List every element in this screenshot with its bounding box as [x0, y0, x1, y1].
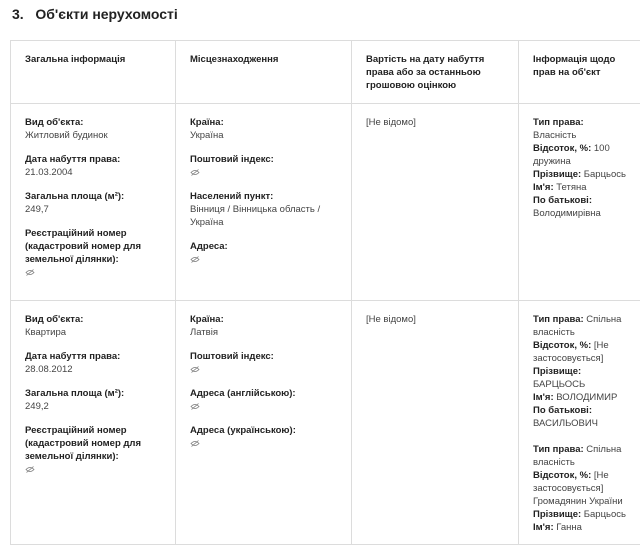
city: Вінниця / Вінницька область / Україна	[190, 203, 337, 229]
section-title-text: Об'єкти нерухомості	[35, 6, 177, 22]
surname: Барцьось	[584, 169, 626, 180]
right-share: [Не застосовується]	[533, 470, 609, 494]
acquisition-date: 28.08.2012	[25, 363, 161, 376]
real-estate-table	[10, 40, 640, 545]
country: Україна	[190, 129, 337, 142]
rights-cell	[519, 301, 640, 545]
surname: Барцьось	[584, 509, 626, 520]
cost-cell	[352, 104, 519, 301]
right-type: Власність	[533, 130, 576, 141]
first-name: Тетяна	[556, 182, 586, 193]
eye-off-icon	[190, 403, 200, 410]
rights-cell: Тип права: Власність Відсоток, %: 100 дружина Прізвище: Барцьось Ім'я: Тетяна По батькові: Володимирівна	[519, 104, 640, 301]
table-header-row	[11, 41, 640, 104]
eye-off-icon	[190, 440, 200, 447]
eye-off-icon	[25, 466, 35, 473]
object-type: Житловий будинок	[25, 129, 161, 142]
general-cell: Вид об'єкта: Квартира Дата набуття права: 28.08.2012 Загальна площа (м²): 249,2 Реєстраційний номер (кадастровий номер для земельної ділянки):	[11, 301, 176, 545]
eye-off-icon	[190, 169, 200, 176]
country: Латвія	[190, 326, 337, 339]
cost-value: [Не відомо]	[366, 116, 504, 129]
right-type: Спільна власність	[533, 314, 621, 338]
first-name: ВОЛОДИМИР	[556, 392, 617, 403]
total-area: 249,2	[25, 400, 161, 413]
eye-off-icon	[25, 269, 35, 276]
location-cell: Країна: Латвія Поштовий індекс: Адреса (англійською): Адреса (українською):	[176, 301, 352, 545]
header-rights: Інформація щодо прав на об'єкт	[519, 41, 640, 104]
header-location: Місцезнаходження	[176, 41, 352, 104]
patronymic: ВАСИЛЬОВИЧ	[533, 418, 598, 429]
header-cost: Вартість на дату набуття права або за останньою грошовою оцінкою	[352, 41, 519, 104]
right-share: 100	[594, 143, 610, 154]
right-type: Спільна власність	[533, 444, 621, 468]
eye-off-icon	[190, 366, 200, 373]
right-entry: Тип права: Спільна власність Відсоток, %: [Не застосовується] Прізвище: БАРЦЬОСЬ Ім'я: ВОЛОДИМИР По батькові: ВАСИЛЬОВИЧ	[533, 313, 636, 430]
total-area: 249,7	[25, 203, 161, 216]
header-general: Загальна інформація	[11, 41, 176, 104]
section-number: 3.	[12, 6, 24, 22]
location-cell: Країна: Україна Поштовий індекс: Населений пункт: Вінниця / Вінницька область / Україна Адреса:	[176, 104, 352, 301]
right-entry: Тип права: Спільна власність Відсоток, %: [Не застосовується] Громадянин України Прізвище: Барцьось Ім'я: Ганна	[533, 443, 636, 534]
patronymic: Володимирівна	[533, 208, 601, 219]
table-row	[11, 104, 640, 301]
right-owner: дружина	[533, 156, 571, 167]
right-share: [Не застосовується]	[533, 340, 609, 364]
cost-value: [Не відомо]	[366, 313, 504, 326]
cost-cell	[352, 301, 519, 545]
table-row	[11, 301, 640, 545]
surname: БАРЦЬОСЬ	[533, 379, 585, 390]
section-title	[12, 6, 178, 22]
first-name: Ганна	[556, 522, 582, 533]
object-type: Квартира	[25, 326, 161, 339]
general-cell: Вид об'єкта: Житловий будинок Дата набуття права: 21.03.2004 Загальна площа (м²): 249,7 Реєстраційний номер (кадастровий номер для земельної ділянки):	[11, 104, 176, 301]
eye-off-icon	[190, 256, 200, 263]
citizen: Громадянин України	[533, 496, 623, 507]
acquisition-date: 21.03.2004	[25, 166, 161, 179]
